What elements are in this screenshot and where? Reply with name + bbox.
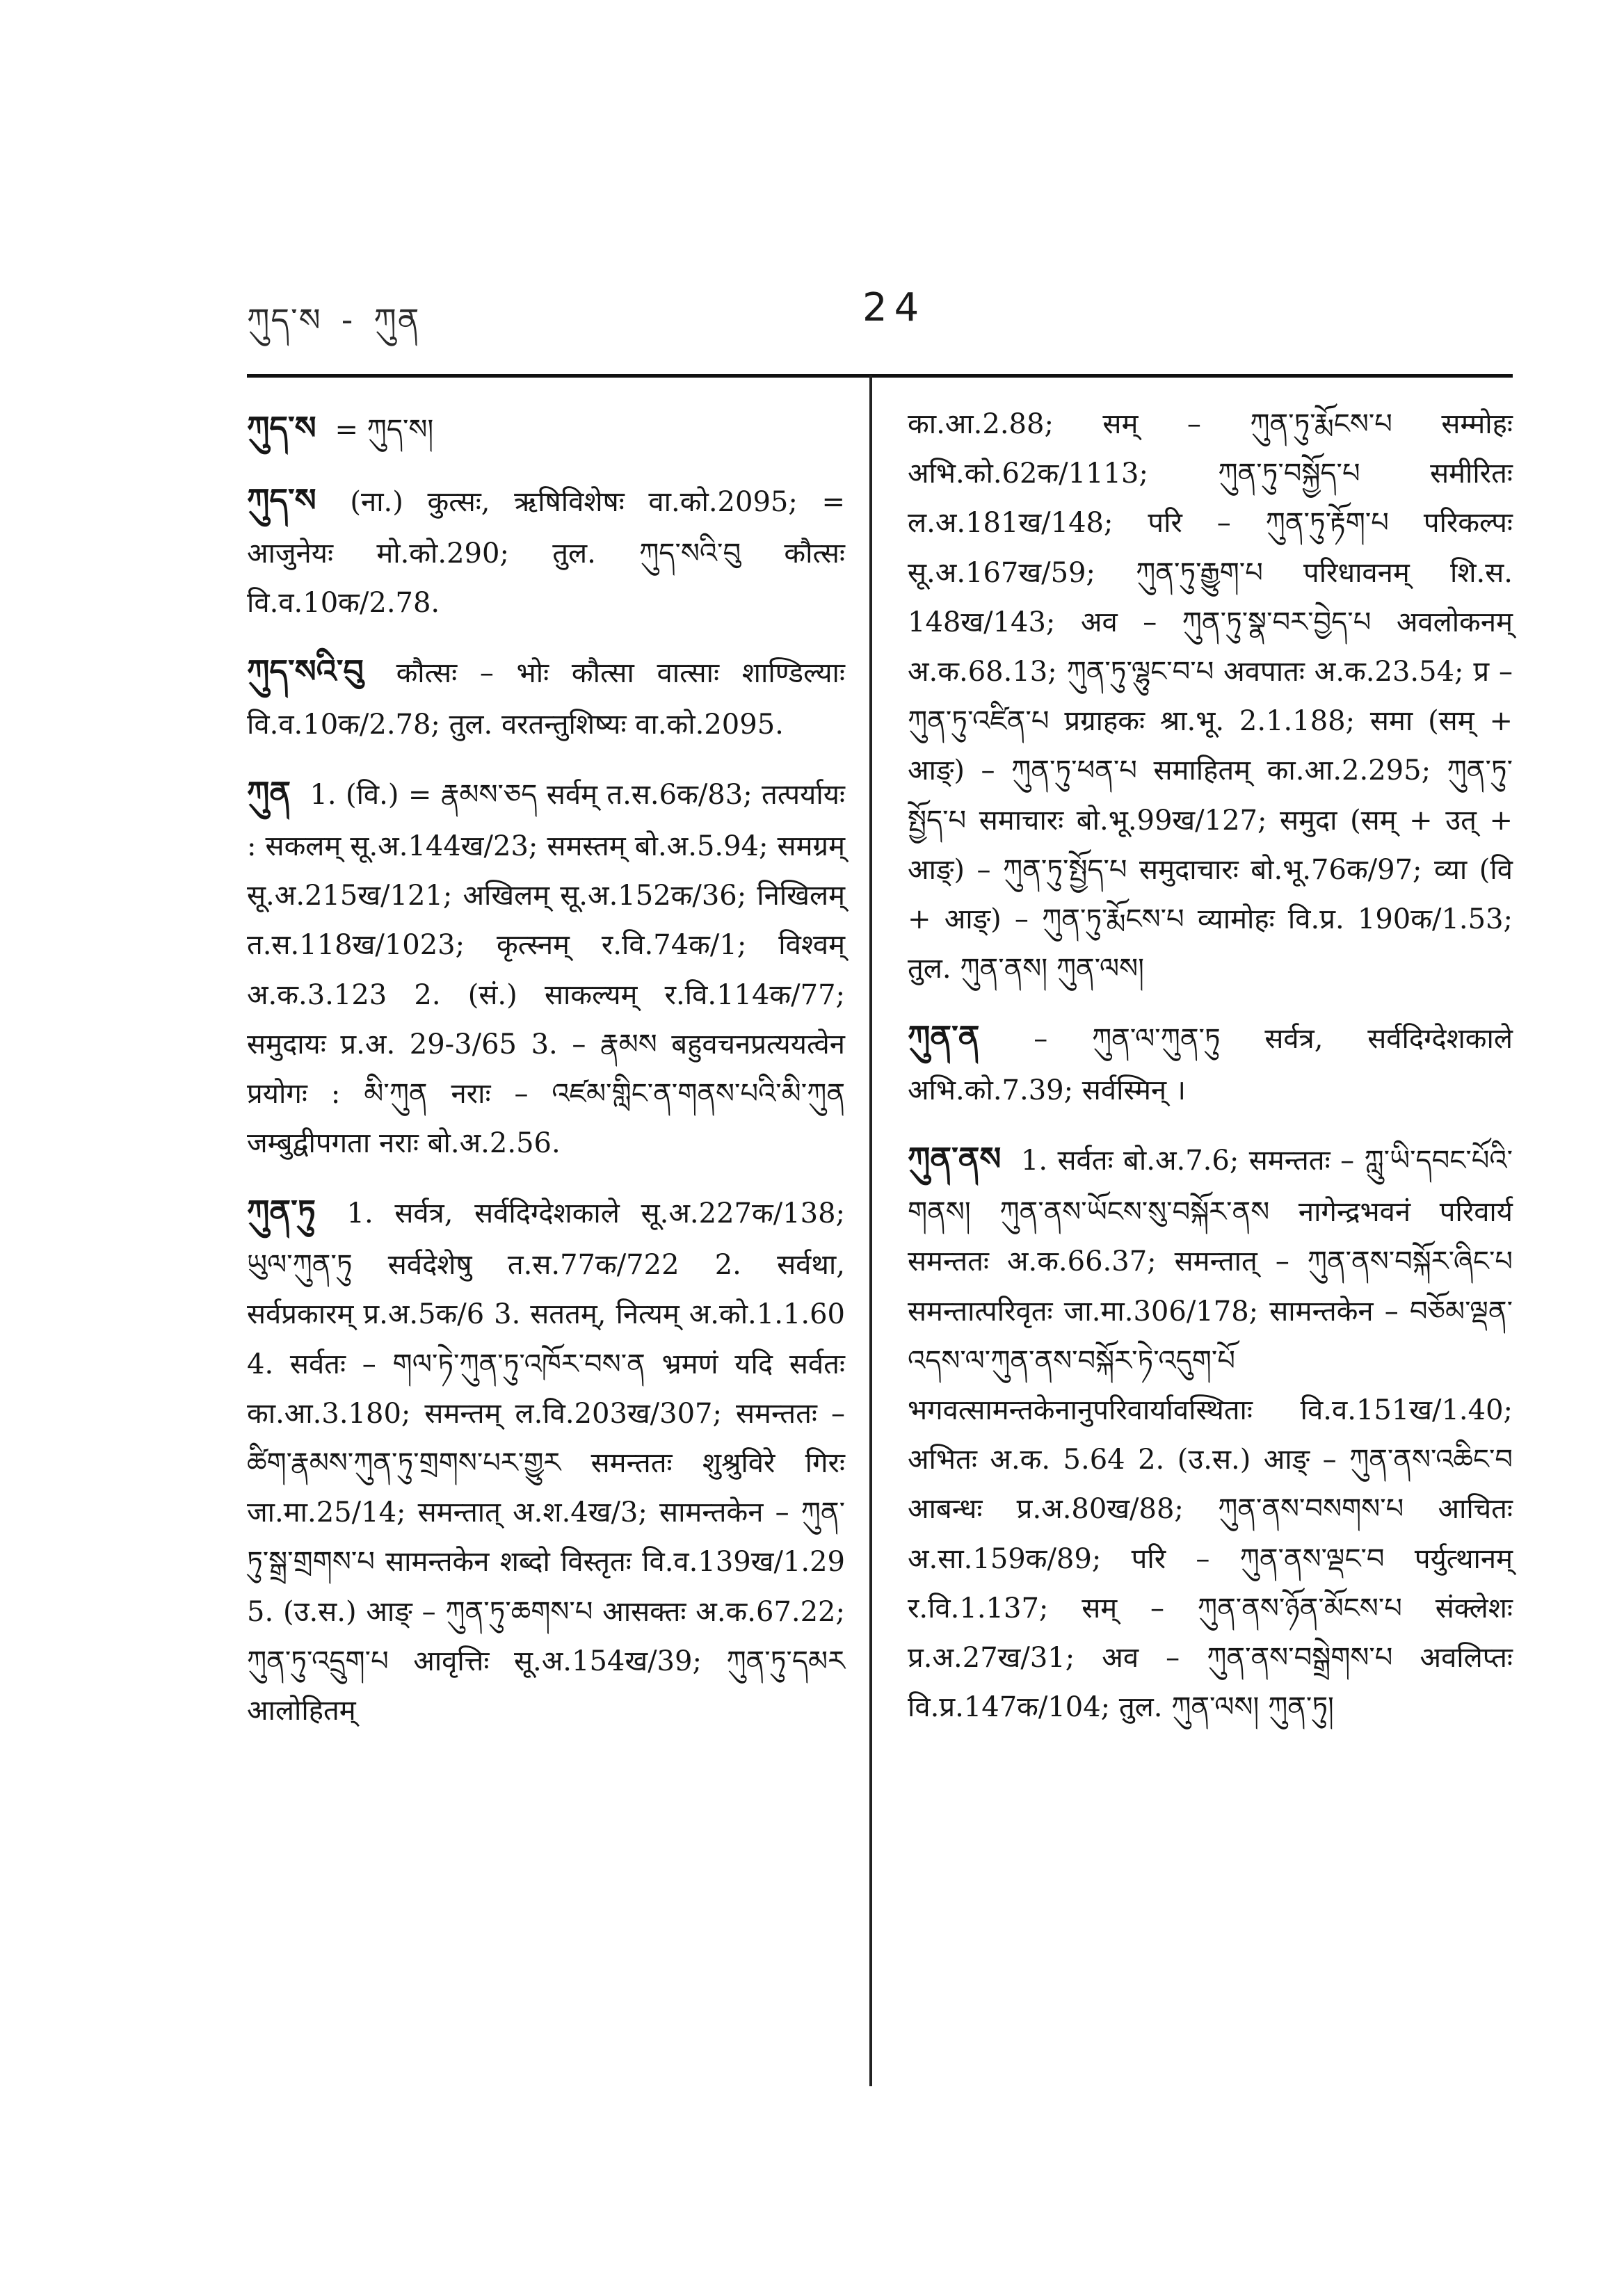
column-divider xyxy=(869,376,872,2086)
page-number: 24 xyxy=(862,285,926,330)
entry-text: = ཀུད་ས། xyxy=(335,414,434,446)
header-rule xyxy=(247,374,1513,378)
entry-headword: ཀུན་ནས xyxy=(908,1140,1002,1178)
left-column xyxy=(247,400,845,1751)
entry-text: (ना.) कुत्सः, ऋषिविशेषः वा.को.2095; = आजुनेयः मो.को.290; तुल. ཀུད་སའི་བུ कौत्सः वि.व.10क/2.78. xyxy=(247,485,845,619)
entry-text: 1. सर्वत्र, सर्वदिग्देशकाले सू.अ.227क/138; ཡུལ་ཀུན་ཏུ सर्वदेशेषु त.स.77क/722 2. सर्वथा, सर्वप्रकारम् प्र.अ.5क/6 3. सततम्, नित्यम् अ.को.1.1.60 4. सर्वतः – གལ་ཏེ་ཀུན་ཏུ་འཁོར་བས་ན भ्रमणं यदि सर्वतः का.आ.3.180; समन्तम् ल.वि.203ख/307; समन्ततः – ཚིག་རྣམས་ཀུན་ཏུ་གྲགས་པར་གྱུར समन्ततः शुश्रुविरे गिरः जा.मा.25/14; समन्तात् अ.श.4ख/3; सामन्तकेन – ཀུན་ཏུ་སྒྲ་གྲགས་པ सामन्तकेन शब्दो विस्तृतः वि.व.139ख/1.29 5. (उ.स.) आङ् – ཀུན་ཏུ་ཆགས་པ आसक्तः अ.क.67.22; ཀུན་ཏུ་འདྲུག་པ आवृत्तिः सू.अ.154ख/39; ཀུན་ཏུ་དམར आलोहितम् xyxy=(247,1198,845,1727)
entry xyxy=(908,1131,1513,1732)
entry-text: कौत्सः – भोः कौत्सा वात्साः शाण्डिल्याः वि.व.10क/2.78; तुल. वरतन्तुशिष्यः वा.को.2095. xyxy=(247,657,845,741)
entry-headword: ཀུད་ས xyxy=(247,409,316,446)
range-dash: - xyxy=(341,301,355,339)
entry xyxy=(247,472,845,628)
entry-headword: ཀུད་ས xyxy=(247,481,316,519)
entry-text: का.आ.2.88; सम् – ཀུན་ཏུ་རྨོངས་པ सम्मोहः अभि.को.62क/1113; ཀུན་ཏུ་བསྐྱོད་པ समीरितः ल.अ.181ख/148; परि – ཀུན་ཏུ་རྟོག་པ परिकल्पः सू.अ.167ख/59; ཀུན་ཏུ་རྒྱུག་པ परिधावनम् शि.स. 148ख/143; अव – ཀུན་ཏུ་སྣ་བར་བྱེད་པ अवलोकनम् अ.क.68.13; ཀུན་ཏུ་ལྷུང་བ་པ अवपातः अ.क.23.54; प्र – ཀུན་ཏུ་འཛིན་པ प्रग्राहकः श्रा.भू. 2.1.188; समा (सम् + आङ्) – ཀུན་ཏུ་ཕན་པ समाहितम् का.आ.2.295; ཀུན་ཏུ་སྤྱོད་པ समाचारः बो.भू.99ख/127; समुदा (सम् + उत् + आङ्) – ཀུན་ཏུ་སྤྱོད་པ समुदाचारः बो.भू.76क/97; व्या (वि + आङ्) – ཀུན་ཏུ་རྨོངས་པ व्यामोहः वि.प्र. 190क/1.53; तुल. ཀུན་ནས། ཀུན་ལས། xyxy=(908,408,1513,985)
entry-text: 1. (वि.) = རྣམས་ཅད सर्वम् त.स.6क/83; तत्पर्यायः : सकलम् सू.अ.144ख/23; समस्तम् बो.अ.5.94; समग्रम् सू.अ.215ख/121; अखिलम् सू.अ.152क/36; निखिलम् त.स.118ख/1023; कृत्स्नम् र.वि.74क/1; विश्वम् अ.क.3.123 2. (सं.) साकल्यम् र.वि.114क/77; समुदायः प्र.अ. 29-3/65 3. – རྣམས बहुवचनप्रत्ययत्वेन प्रयोगः : མི་ཀུན नराः – འཛམ་གླིང་ན་གནས་པའི་མི་ཀུན जम्बुद्वीपगता नराः बो.अ.2.56. xyxy=(247,779,845,1160)
entry-headword: ཀུད་སའི་བུ xyxy=(247,652,364,691)
entry-headword: ཀུན xyxy=(247,774,291,812)
entry xyxy=(247,643,845,750)
right-column xyxy=(908,400,1513,1748)
entry-text: – ཀུན་ལ་ཀུན་ཏུ सर्वत्र, सर्वदिग्देशकाले अभि.को.7.39; सर्वस्मिन् । xyxy=(908,1023,1513,1107)
entry xyxy=(247,400,845,457)
entry-headword: ཀུན་ཏུ xyxy=(247,1193,316,1231)
entry xyxy=(247,765,845,1168)
entry-text: 1. सर्वतः बो.अ.7.6; समन्ततः – ཀླུ་ཡི་དབང་པོའི་གནས། ཀུན་ནས་ཡོངས་སུ་བསྐོར་ནས नागेन्द्रभवनं परिवार्य समन्ततः अ.क.66.37; समन्तात् – ཀུན་ནས་བསྐོར་ཞིང་པ समन्तात्परिवृतः जा.मा.306/178; सामन्तकेन – བཅོམ་ལྡན་འདས་ལ་ཀུན་ནས་བསྐོར་ཏེ་འདུག་པོ भगवत्सामन्तकेनानुपरिवार्यावस्थिताः वि.व.151ख/1.40; अभितः अ.क. 5.64 2. (उ.स.) आङ् – ཀུན་ནས་འཆིང་བ आबन्धः प्र.अ.80ख/88; ཀུན་ནས་བསགས་པ आचितः अ.सा.159क/89; परि – ཀུན་ནས་ལྡང་བ पर्युत्थानम् र.वि.1.137; सम् – ཀུན་ནས་ཉོན་མོངས་པ संक्लेशः प्र.अ.27ख/31; अव – ཀུན་ནས་བསྒྲེགས་པ अवलिप्तः वि.प्र.147क/104; तुल. ཀུན་ལས། ཀུན་ཏུ། xyxy=(908,1145,1513,1724)
entry-headword: ཀུན་ན xyxy=(908,1018,980,1056)
entry xyxy=(247,1184,845,1736)
entry-continuation xyxy=(908,400,1513,994)
entry xyxy=(908,1009,1513,1115)
range-start: ཀུད་ས xyxy=(247,301,322,339)
running-head xyxy=(247,285,420,375)
range-end: ཀུན xyxy=(373,301,421,339)
